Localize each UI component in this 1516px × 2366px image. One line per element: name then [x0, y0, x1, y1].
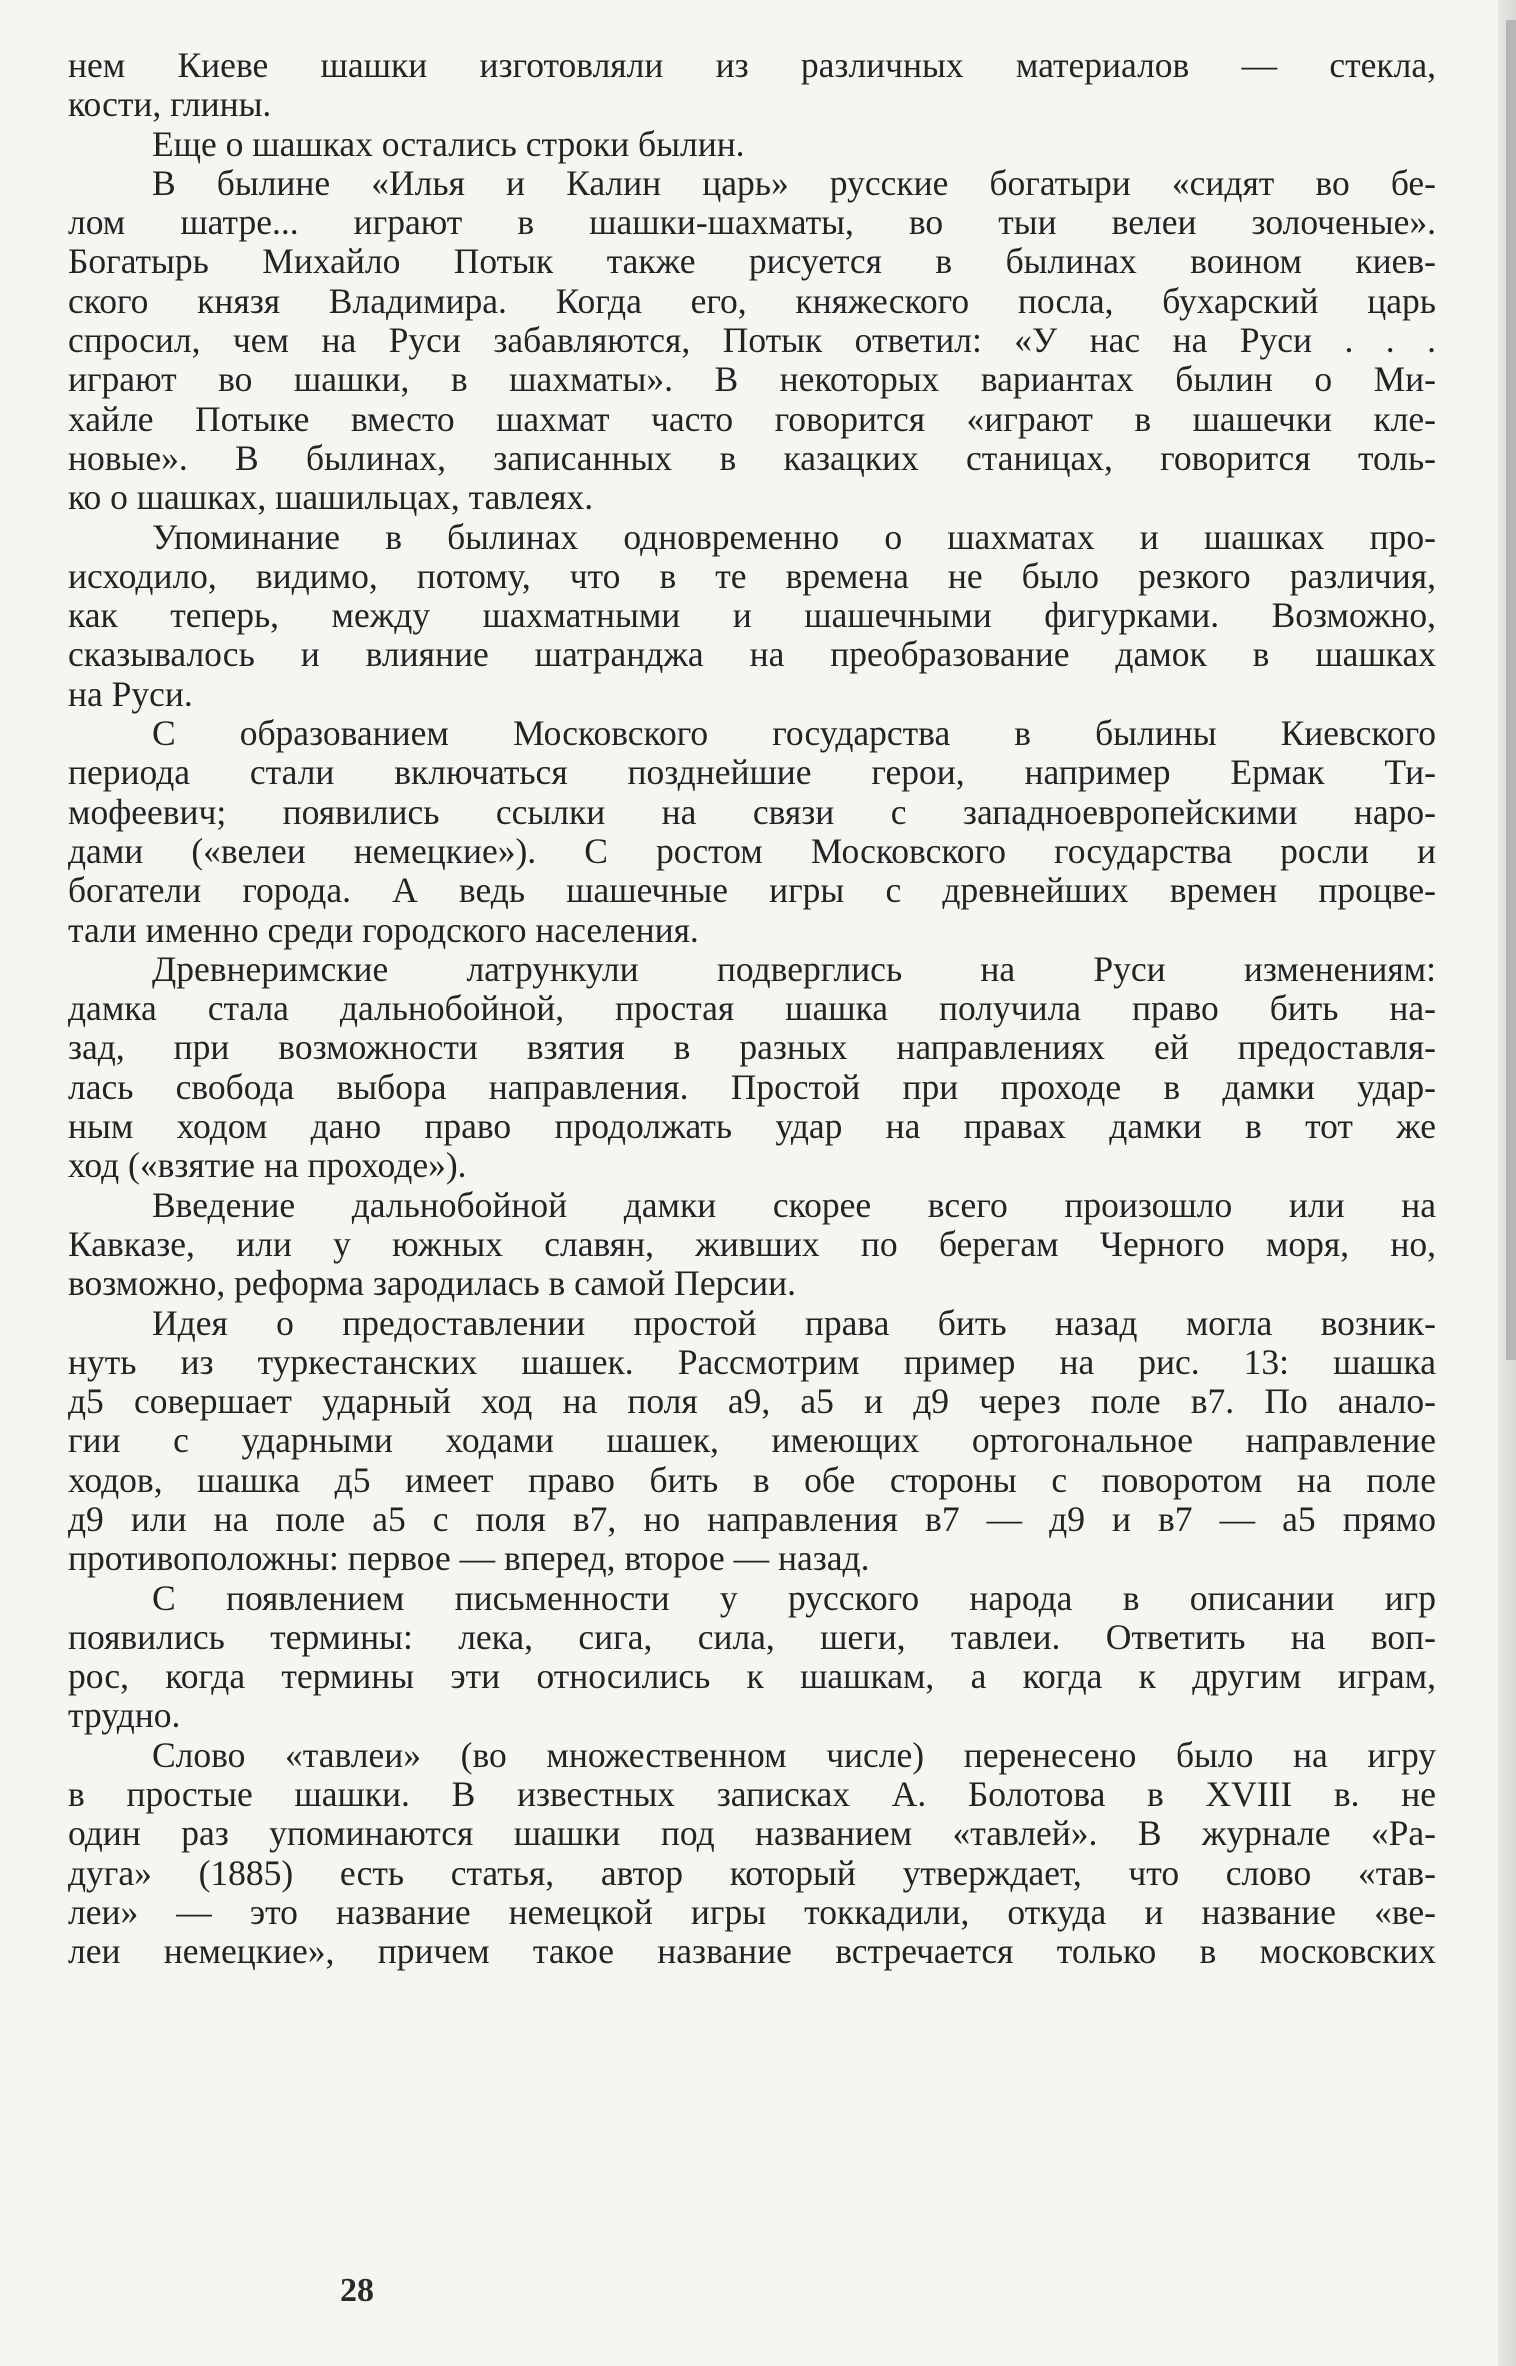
text-line: Кавказе, или у южных славян, живших по берегам Черного моря, но,	[68, 1224, 1436, 1264]
text-line: ходов, шашка д5 имеет право бить в обе стороны с поворотом на поле	[68, 1460, 1436, 1500]
text-line: противоположны: первое — вперед, второе — назад.	[68, 1539, 870, 1579]
text-line: ход («взятие на проходе»).	[68, 1146, 467, 1186]
text-line: спросил, чем на Руси забавляются, Потык ответил: «У нас на Руси . . .	[68, 321, 1436, 361]
text-line: хайле Потыке вместо шахмат часто говорится «играют в шашечки кле-	[68, 399, 1436, 439]
text-line: ского князя Владимира. Когда его, княжеского посла, бухарский царь	[68, 281, 1436, 321]
text-line: леи» — это название немецкой игры токкадили, откуда и название «ве-	[68, 1892, 1436, 1932]
text-line: ным ходом дано право продолжать удар на правах дамки в тот же	[68, 1107, 1436, 1147]
text-line: как теперь, между шахматными и шашечными фигурками. Возможно,	[68, 596, 1436, 636]
text-line: В былине «Илья и Калин царь» русские богатыри «сидят во бе-	[152, 163, 1436, 203]
text-line: С образованием Московского государства в былины Киевского	[152, 714, 1436, 754]
text-line: д9 или на поле а5 с поля в7, но направления в7 — д9 и в7 — а5 прямо	[68, 1499, 1436, 1539]
text-line: исходило, видимо, потому, что в те времена не было резкого различия,	[68, 556, 1436, 596]
text-line: Упоминание в былинах одновременно о шахматах и шашках про-	[152, 517, 1436, 557]
text-line: кости, глины.	[68, 85, 272, 125]
text-line: рос, когда термины эти относились к шашкам, а когда к другим играм,	[68, 1657, 1436, 1697]
text-line: трудно.	[68, 1696, 181, 1736]
text-line: зад, при возможности взятия в разных направлениях ей предоставля-	[68, 1028, 1436, 1068]
text-line: Слово «тавлеи» (во множественном числе) перенесено было на игру	[152, 1735, 1436, 1775]
text-line: один раз упоминаются шашки под названием «тавлей». В журнале «Ра-	[68, 1814, 1436, 1854]
page-number: 28	[340, 2272, 374, 2309]
text-line: периода стали включаться позднейшие герои, например Ермак Ти-	[68, 753, 1436, 793]
text-line: Введение дальнобойной дамки скорее всего произошло или на	[152, 1185, 1436, 1225]
text-line: мофеевич; появились ссылки на связи с западноевропейскими наро-	[68, 792, 1436, 832]
text-line: лом шатре... играют в шашки-шахматы, во тыи велеи золоченые».	[68, 203, 1436, 243]
text-line: Древнеримские латрункули подверглись на Руси изменениям:	[152, 949, 1436, 989]
text-line: ко о шашках, шашильцах, тавлеях.	[68, 478, 594, 518]
text-line: в простые шашки. В известных записках А. Болотова в XVIII в. не	[68, 1775, 1436, 1815]
text-line: дамка стала дальнобойной, простая шашка получила право бить на-	[68, 989, 1436, 1029]
text-line: богатели города. А ведь шашечные игры с древнейших времен процве-	[68, 871, 1436, 911]
text-line: лась свобода выбора направления. Простой при проходе в дамки удар-	[68, 1067, 1436, 1107]
text-line: играют во шашки, в шахматы». В некоторых вариантах былин о Ми-	[68, 360, 1436, 400]
text-line: гии с ударными ходами шашек, имеющих ортогональное направление	[68, 1421, 1436, 1461]
text-line: дуга» (1885) есть статья, автор который утверждает, что слово «тав-	[68, 1853, 1436, 1893]
text-line: появились термины: лека, сига, сила, шеги, тавлеи. Ответить на воп-	[68, 1617, 1436, 1657]
text-line: Богатырь Михайло Потык также рисуется в былинах воином киев-	[68, 242, 1436, 282]
scan-shadow-bar	[1506, 20, 1516, 1360]
text-line: новые». В былинах, записанных в казацких станицах, говорится толь-	[68, 438, 1436, 478]
text-line: нуть из туркестанских шашек. Рассмотрим пример на рис. 13: шашка	[68, 1342, 1436, 1382]
body-text	[68, 46, 1436, 1972]
text-line: Еще о шашках остались строки былин.	[152, 124, 745, 164]
text-line: нем Киеве шашки изготовляли из различных материалов — стекла,	[68, 46, 1436, 85]
text-line: возможно, реформа зародилась в самой Персии.	[68, 1264, 796, 1304]
text-line: леи немецкие», причем такое название встречается только в московских	[68, 1932, 1436, 1972]
text-line: на Руси.	[68, 674, 193, 714]
text-line: дами («велеи немецкие»). С ростом Московского государства росли и	[68, 831, 1436, 871]
text-line: д5 совершает ударный ход на поля а9, а5 и д9 через поле в7. По анало-	[68, 1382, 1436, 1422]
text-line: сказывалось и влияние шатранджа на преобразование дамок в шашках	[68, 635, 1436, 675]
text-line: тали именно среди городского населения.	[68, 910, 699, 950]
text-line: С появлением письменности у русского народа в описании игр	[152, 1578, 1436, 1618]
text-line: Идея о предоставлении простой права бить назад могла возник-	[152, 1303, 1436, 1343]
